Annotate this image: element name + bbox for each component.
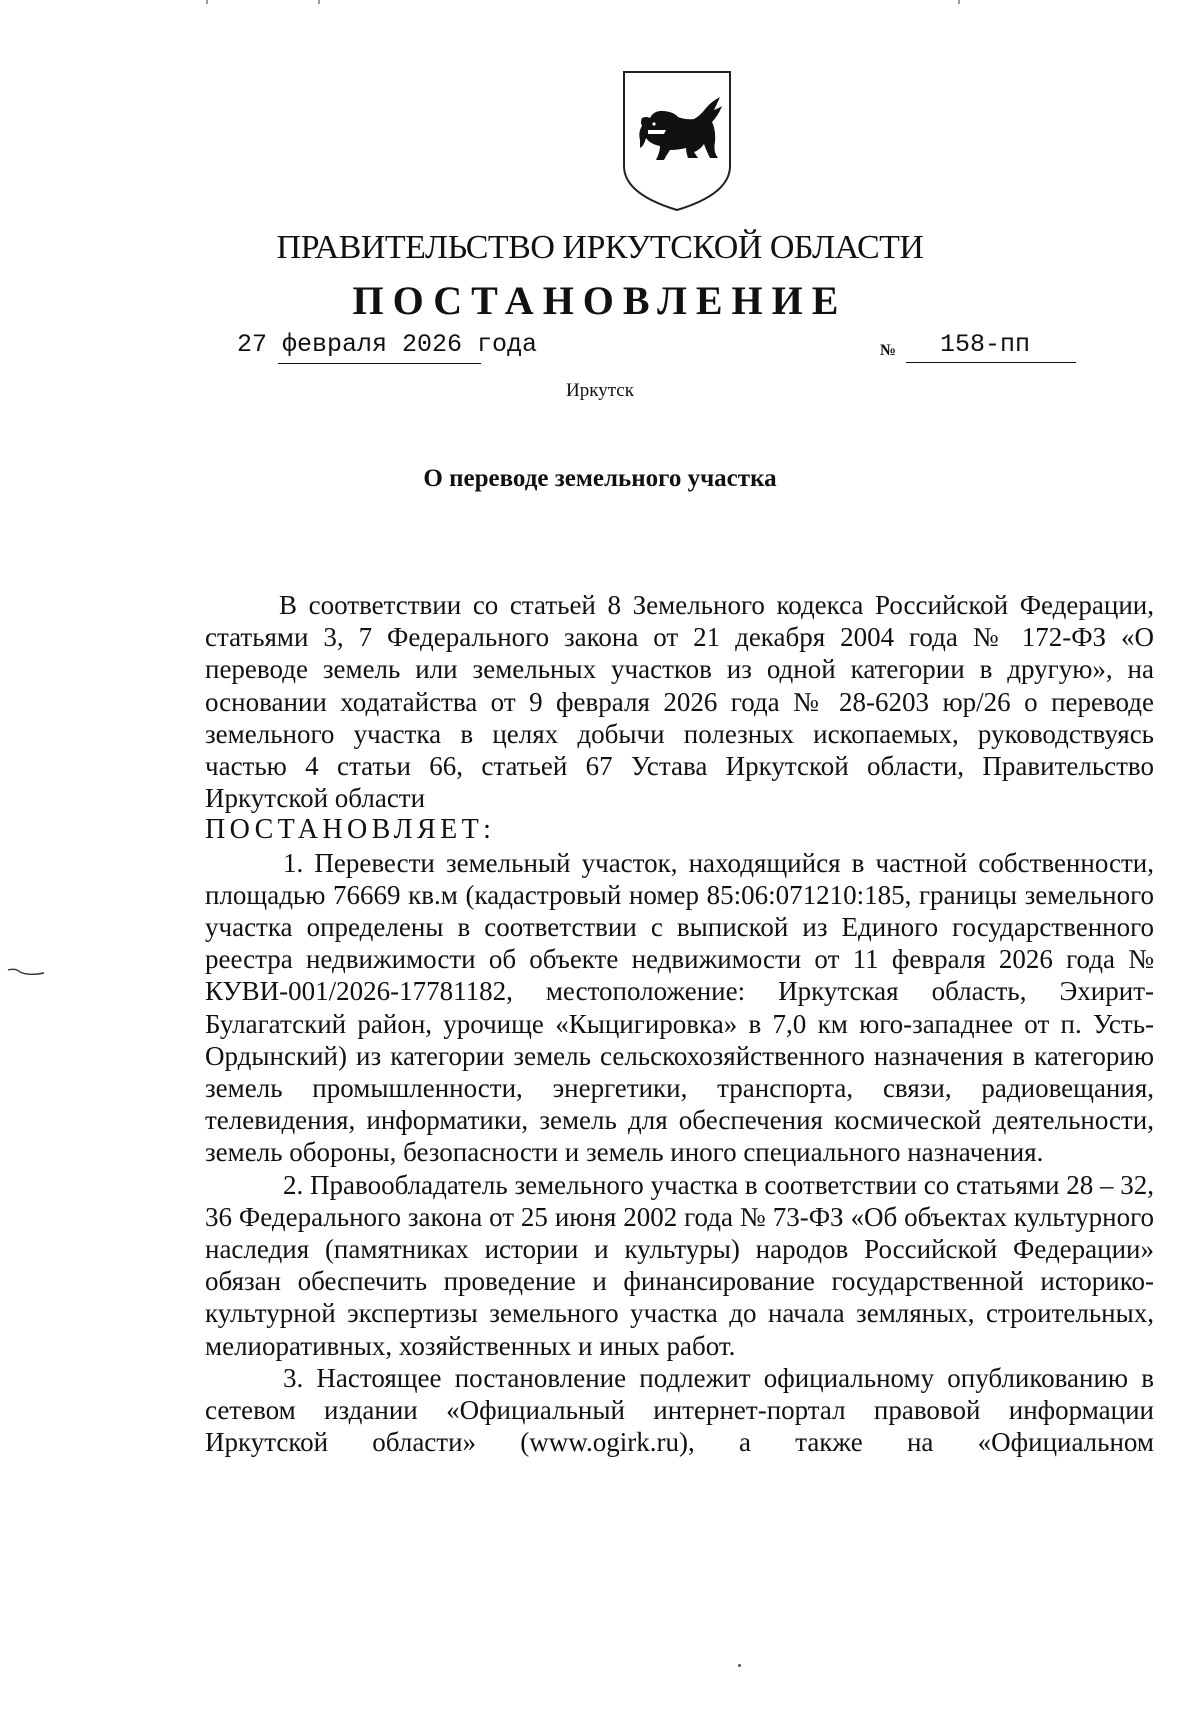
scan-mark [318,0,320,4]
city-name: Иркутск [566,380,634,401]
document-date: 27 февраля 2026 года [237,330,538,359]
number-underline [906,362,1076,363]
document-number: 158-пп [940,330,1031,359]
preamble-paragraph: В соответствии со статьей 8 Земельного кодекса Российской Федерации, статьями 3, 7 Федерального закона от 21 декабря 2004 года № 172-ФЗ «О переводе земель или земельных участков из одной категории в другую», на основании ходатайства от 9 февраля 2026 года № 28-6203 юр/26 о переводе земельного участка в целях добычи полезных ископаемых, руководствуясь частью 4 статьи 66, статьей 67 Устава Иркутской области, Правительство Иркутской области [205,590,1154,814]
document-body [205,589,1154,1458]
scan-mark [958,0,960,4]
item-3-paragraph: 3. Настоящее постановление подлежит официальному опубликованию в сетевом издании «Официальный интернет-портал правовой информации Иркутской области» (www.ogirk.ru), а также на «Официальном [205,1362,1154,1458]
scan-dot [738,1664,741,1667]
item-2-paragraph: 2. Правообладатель земельного участка в соответствии со статьями 28 – 32, 36 Федерального закона от 25 июня 2002 года № 73-ФЗ «Об объектах культурного наследия (памятниках истории и культуры) народов Российской Федерации» обязан обеспечить проведение и финансирование государственной историко-культурной экспертизы земельного участка до начала земляных, строительных, мелиоративных, хозяйственных и иных работ. [205,1169,1154,1361]
government-name: ПРАВИТЕЛЬСТВО ИРКУТСКОЙ ОБЛАСТИ [276,229,924,266]
resolves-heading: ПОСТАНОВЛЯЕТ: [205,814,496,846]
document-subject: О переводе земельного участка [423,465,777,492]
scan-mark [206,0,208,4]
document-type: ПОСТАНОВЛЕНИЕ [352,278,848,323]
margin-pen-mark [6,966,46,978]
number-sign: № [880,342,897,359]
date-underline [278,363,481,364]
coat-of-arms-icon [620,70,734,212]
item-1-paragraph: 1. Перевести земельный участок, находящийся в частной собственности, площадью 76669 кв.м (кадастровый номер 85:06:071210:185, границы земельного участка определены в соответствии с выпиской из Единого государственного реестра недвижимости об объекте недвижимости от 11 февраля 2026 года № КУВИ-001/2026-17781182, местоположение: Иркутская область, Эхирит-Булагатский район, урочище «Кыцигировка» в 7,0 км юго-западнее от п. Усть-Ордынский) из категории земель сельскохозяйственного назначения в категорию земель промышленности, энергетики, транспорта, связи, радиовещания, телевидения, информатики, земель для обеспечения космической деятельности, земель обороны, безопасности и земель иного специального назначения. [205,847,1154,1168]
